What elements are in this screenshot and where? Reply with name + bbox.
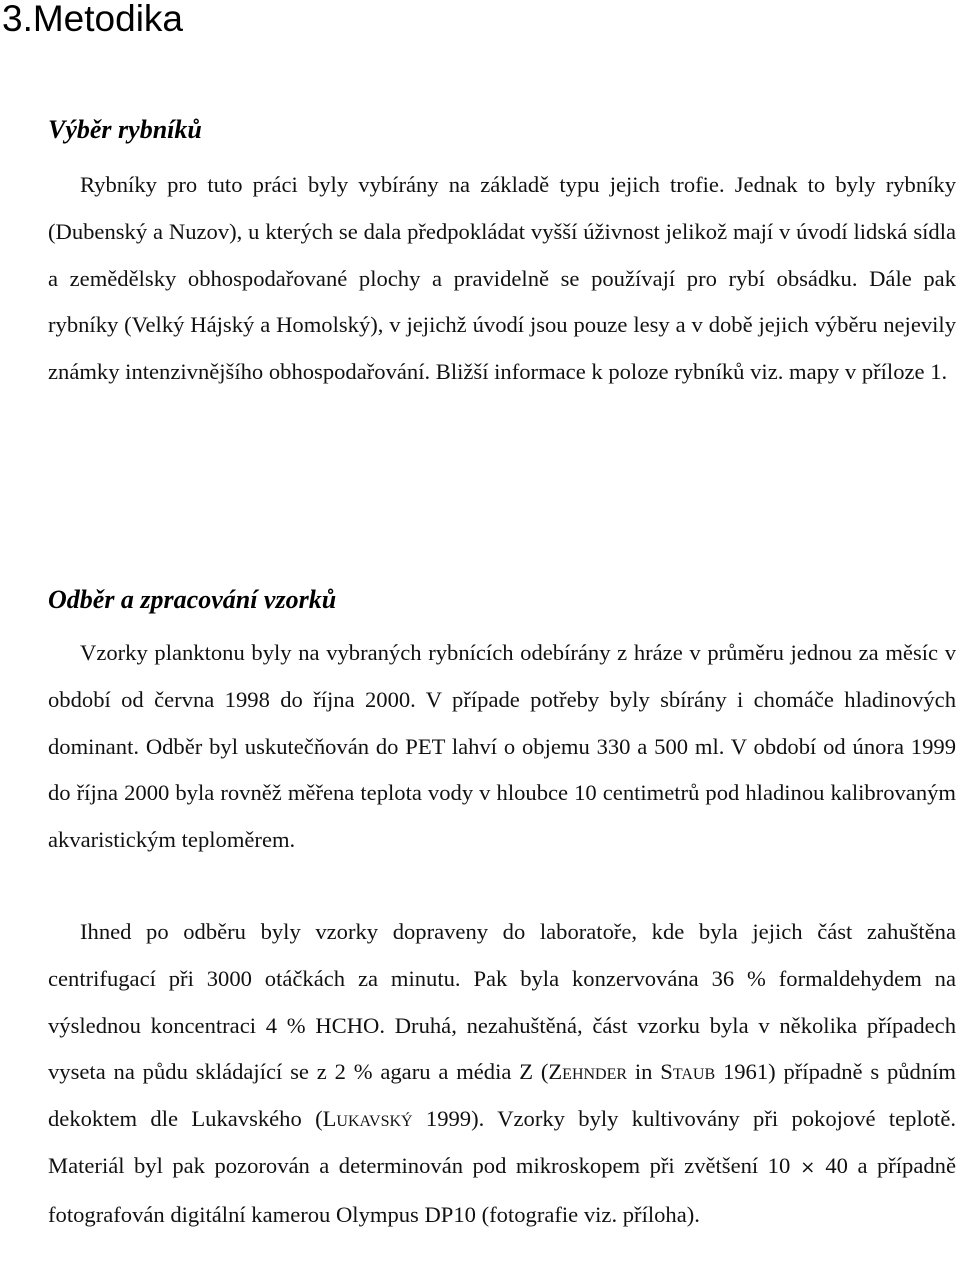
citation-author-lukavsky: Lukavský [322, 1106, 413, 1132]
paragraph-pond-selection: Rybníky pro tuto práci byly vybírány na základě typu jejich trofie. Jednak to byly rybníky (Dubenský a Nuzov), u kterých se dala předpokládat vyšší úživnost jelikož mají v úvodí lidská sídla a zemědělsky obhospodařované plochy a pravidelně se používají pro rybí obsádku. Dále pak rybníky (Velký Hájský a Homolský), v jejichž úvodí jsou pouze lesy a v době jejich výběru nejevily známky intenzivnějšího obhospodařování. Bližší informace k poloze rybníků viz. mapy v příloze 1. [48, 172, 956, 385]
multiplication-sign: × [800, 1156, 816, 1178]
paragraph-sampling: Vzorky planktonu byly na vybraných rybnících odebírány z hráze v průměru jednou za měsíc v období od června 1998 do října 2000. V případe potřeby byly sbírány i chomáče hladinových dominant. Odběr byl uskutečňován do PET lahví o objemu 330 a 500 ml. V období od února 1999 do října 2000 byla rovněž měřena teplota vody v hloubce 10 centimetrů pod hladinou kalibrovaným akvaristickým teploměrem. [48, 640, 956, 853]
paragraph-text-segment: 40 a případně fotografován digitální kamerou Olympus DP10 (fotografie viz. příloha). [48, 1152, 956, 1227]
paragraph-processing [48, 909, 956, 1239]
paragraph-text-segment: Ihned po odběru byly vzorky dopraveny do laboratoře, kde byla jejich část zahuštěna centrifugací při 3000 otáčkách za minutu. Pak byla konzervována 36 % formaldehydem na výslednou koncentraci 4 % HCHO. Druhá, nezahuštěná, část vzorku byla v několika případech vyseta na půdu skládající se z 2 % agaru a média Z ( [48, 919, 956, 1085]
citation-author-staub: Staub [660, 1059, 716, 1085]
paragraph-text-segment: in [627, 1059, 661, 1085]
paragraph-text-segment: 1999). Vzorky byly kultivovány při pokojové teplotě. Materiál byl pak pozorován a determinován pod mikroskopem při zvětšení 10 [48, 1106, 956, 1178]
citation-author-zehnder: Zehnder [548, 1059, 628, 1085]
section-heading-sampling: Odběr a zpracování vzorků [48, 585, 337, 614]
paragraph-text-segment: 1961) případně s půdním dekoktem dle Lukavského ( [48, 1059, 956, 1132]
chapter-title: 3.Metodika [2, 0, 183, 39]
section-heading-pond-selection: Výběr rybníků [48, 115, 202, 144]
